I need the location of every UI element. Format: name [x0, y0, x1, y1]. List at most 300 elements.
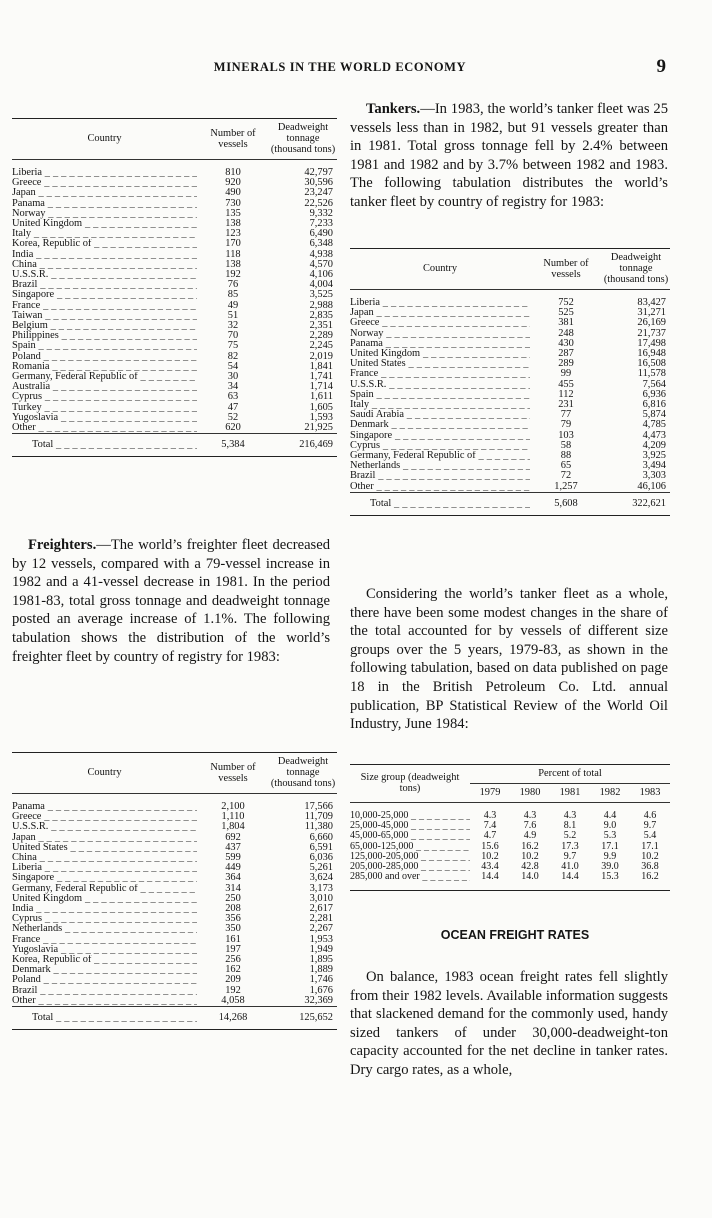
country-cell	[350, 349, 530, 359]
table-row	[12, 219, 337, 229]
table-row	[12, 301, 337, 311]
country-cell	[12, 884, 197, 894]
table-row	[350, 482, 670, 493]
country-cell	[12, 188, 197, 198]
country-name: France _ _ _	[12, 935, 197, 945]
size-group-label: 10,000-25,000 _ _ _	[350, 811, 470, 821]
country-cell	[350, 431, 530, 441]
table-row	[12, 843, 337, 853]
country-cell	[350, 410, 530, 420]
deadweight-cell: 16,508	[637, 359, 666, 370]
table-row	[12, 975, 337, 985]
country-name: Italy _ _ _	[12, 229, 197, 239]
country-name: Panama _ _ _	[12, 802, 197, 812]
tanker-fleet-table	[350, 248, 670, 516]
country-name: United Kingdom _ _ _	[350, 349, 530, 359]
percent-cell: 16.2	[641, 872, 659, 883]
vessels-cell: 70	[227, 331, 239, 342]
percent-header: Percent of total	[470, 765, 670, 784]
country-cell	[12, 833, 197, 843]
deadweight-cell: 23,247	[304, 188, 333, 199]
deadweight-cell: 7,564	[642, 379, 666, 390]
country-cell	[12, 362, 197, 372]
deadweight-cell: 26,169	[637, 318, 666, 329]
percent-cell: 7.6	[523, 821, 537, 832]
country-name: France _ _ _	[350, 369, 530, 379]
deadweight-cell: 6,591	[309, 842, 333, 853]
deadweight-cell: 6,036	[309, 853, 333, 864]
total-label-cell	[12, 1007, 197, 1030]
vessels-cell: 123	[225, 229, 241, 240]
size-group-cell	[350, 821, 470, 831]
deadweight-cell: 6,490	[309, 229, 333, 240]
size-group-cell	[350, 811, 470, 821]
country-name: Brazil _ _ _	[12, 986, 197, 996]
percent-cell: 43.4	[481, 862, 499, 873]
deadweight-cell: 46,106	[637, 481, 666, 492]
table-row	[12, 914, 337, 924]
vessels-cell: 250	[225, 893, 241, 904]
percent-cell: 15.3	[601, 872, 619, 883]
percent-cell: 17.1	[601, 841, 619, 852]
country-name: Turkey _ _ _	[12, 403, 197, 413]
deadweight-cell: 1,593	[309, 412, 333, 423]
total-vessels: 5,384	[221, 439, 245, 451]
deadweight-cell: 3,624	[309, 873, 333, 884]
column-header-country: Country	[422, 263, 458, 274]
table-bottom-rule	[350, 890, 670, 891]
country-cell	[12, 423, 197, 434]
year-header: 1979	[479, 787, 501, 798]
country-cell	[12, 321, 197, 331]
percent-cell: 4.9	[523, 831, 537, 842]
deadweight-cell: 2,351	[309, 321, 333, 332]
table-row	[350, 369, 670, 379]
percent-cell: 15.6	[481, 841, 499, 852]
total-label: Total _ _ _	[32, 439, 197, 450]
country-name: Philippines _ _ _	[12, 331, 197, 341]
vessels-cell: 79	[560, 420, 572, 431]
column-header-vessels: Number of vessels	[543, 257, 589, 280]
country-cell	[350, 390, 530, 400]
tankers-paragraph	[350, 100, 668, 212]
country-cell	[12, 301, 197, 311]
percent-cell: 4.3	[523, 811, 537, 821]
country-name: Norway _ _ _	[350, 329, 530, 339]
size-row	[350, 872, 670, 882]
table-row	[12, 894, 337, 904]
size-group-label: 125,000-205,000 _ _ _	[350, 852, 470, 862]
vessels-cell: 599	[225, 853, 241, 864]
table-row	[12, 955, 337, 965]
country-cell	[350, 359, 530, 369]
vessels-cell: 51	[227, 310, 239, 321]
table-row	[350, 431, 670, 441]
vessels-cell: 525	[558, 308, 574, 319]
table-row	[12, 935, 337, 945]
country-cell	[12, 403, 197, 413]
deadweight-cell: 32,369	[304, 995, 333, 1006]
country-cell	[350, 380, 530, 390]
deadweight-cell: 1,741	[309, 372, 333, 383]
column-header-country: Country	[87, 133, 122, 144]
country-name: China _ _ _	[12, 260, 197, 270]
country-name: Brazil _ _ _	[350, 471, 530, 481]
country-name: Panama _ _ _	[12, 199, 197, 209]
deadweight-cell: 1,714	[309, 382, 333, 393]
freighters-paragraph	[12, 536, 330, 666]
vessels-cell: 63	[227, 392, 239, 403]
table-row	[350, 400, 670, 410]
deadweight-cell: 4,570	[309, 259, 333, 270]
table-row	[12, 884, 337, 894]
total-vessels: 14,268	[218, 1012, 248, 1024]
country-cell	[12, 802, 197, 812]
percent-cell: 4.6	[643, 811, 657, 821]
vessels-cell: 52	[227, 412, 239, 423]
column-header-deadweight: Deadweight tonnage (thousand tons)	[270, 122, 336, 155]
table-row	[12, 239, 337, 249]
percent-cell: 4.3	[563, 811, 577, 821]
table-row	[12, 352, 337, 362]
table-row	[12, 802, 337, 812]
country-name: Japan _ _ _	[12, 833, 197, 843]
country-cell	[12, 239, 197, 249]
deadweight-cell: 11,709	[304, 812, 333, 823]
total-label-cell	[12, 434, 197, 457]
country-cell	[12, 914, 197, 924]
deadweight-cell: 5,261	[309, 863, 333, 874]
country-name: Denmark _ _ _	[350, 420, 530, 430]
table-row	[350, 471, 670, 481]
country-cell	[12, 955, 197, 965]
table-row	[12, 863, 337, 873]
country-cell	[12, 331, 197, 341]
vessels-cell: 30	[227, 372, 239, 383]
country-name: Other _ _ _	[12, 996, 197, 1006]
table-row	[350, 349, 670, 359]
table-row	[12, 986, 337, 996]
country-name: U.S.S.R. _ _ _	[12, 822, 197, 832]
vessels-cell: 65	[560, 461, 572, 472]
tankers-text: —In 1983, the world’s tanker fleet was 25 vessels less than in 1982, but 91 vessels greater than in 1981. Total gross tonnage fell by 2.4% between 1981 and 1982 and by 3.7% between 1982 and 1983. The following tabulation distributes the world’s tanker fleet by country of registry for 1983:	[350, 101, 668, 210]
country-name: United States _ _ _	[350, 359, 530, 369]
country-cell	[12, 352, 197, 362]
country-cell	[12, 904, 197, 914]
country-cell	[12, 178, 197, 188]
year-header: 1981	[559, 787, 581, 798]
vessels-cell: 752	[558, 298, 574, 308]
table-row	[350, 451, 670, 461]
table-row	[12, 280, 337, 290]
vessels-cell: 381	[558, 318, 574, 329]
table-row	[350, 308, 670, 318]
column-header-deadweight: Deadweight tonnage (thousand tons)	[603, 252, 669, 285]
size-group-label: 25,000-45,000 _ _ _	[350, 821, 470, 831]
country-name: Australia _ _ _	[12, 382, 197, 392]
size-group-header: Size group (deadweight tons)	[360, 772, 460, 794]
country-name: United Kingdom _ _ _	[12, 219, 197, 229]
deadweight-cell: 1,676	[309, 985, 333, 996]
country-name: Singapore _ _ _	[350, 431, 530, 441]
size-row	[350, 852, 670, 862]
country-name: Greece _ _ _	[12, 812, 197, 822]
vessels-cell: 192	[225, 270, 241, 281]
deadweight-cell: 6,660	[309, 832, 333, 843]
deadweight-cell: 16,948	[637, 349, 666, 360]
country-cell	[12, 311, 197, 321]
vessels-cell: 192	[225, 985, 241, 996]
table-row	[12, 392, 337, 402]
table-row	[12, 250, 337, 260]
vessels-cell: 620	[225, 423, 241, 434]
country-cell	[12, 935, 197, 945]
country-name: Netherlands _ _ _	[12, 924, 197, 934]
country-cell	[350, 451, 530, 461]
deadweight-cell: 4,473	[642, 430, 666, 441]
country-cell	[12, 822, 197, 832]
vessels-cell: 138	[225, 259, 241, 270]
country-name: India _ _ _	[12, 250, 197, 260]
country-cell	[12, 280, 197, 290]
percent-cell: 10.2	[641, 851, 659, 862]
table-row	[12, 209, 337, 219]
country-cell	[12, 863, 197, 873]
vessels-cell: 77	[560, 410, 572, 421]
table-row	[350, 298, 670, 308]
vessels-cell: 4,058	[221, 995, 245, 1006]
vessels-cell: 287	[558, 349, 574, 360]
country-name: Norway _ _ _	[12, 209, 197, 219]
vessels-cell: 730	[225, 198, 241, 209]
vessels-cell: 197	[225, 944, 241, 955]
vessels-cell: 356	[225, 914, 241, 925]
column-header-vessels: Number of vessels	[210, 127, 256, 150]
vessels-cell: 34	[227, 382, 239, 393]
vessels-cell: 88	[560, 451, 572, 462]
total-deadweight: 322,621	[632, 497, 666, 509]
country-name: Yugoslavia _ _ _	[12, 413, 197, 423]
deadweight-cell: 17,566	[304, 802, 333, 812]
country-name: Taiwan _ _ _	[12, 311, 197, 321]
percent-cell: 7.4	[483, 821, 497, 832]
country-cell	[12, 270, 197, 280]
vessels-cell: 455	[558, 379, 574, 390]
vessels-cell: 1,804	[221, 822, 245, 833]
deadweight-cell: 3,925	[642, 451, 666, 462]
page-header	[0, 58, 712, 80]
table-row	[350, 318, 670, 328]
total-row	[350, 492, 670, 515]
deadweight-cell: 1,605	[309, 402, 333, 413]
size-group-cell	[350, 852, 470, 862]
deadweight-cell: 6,348	[309, 239, 333, 250]
vessels-cell: 112	[558, 389, 574, 400]
table-row	[12, 331, 337, 341]
country-cell	[350, 420, 530, 430]
country-name: Poland _ _ _	[12, 352, 197, 362]
total-vessels: 5,608	[554, 497, 578, 509]
country-cell	[12, 843, 197, 853]
table-row	[350, 461, 670, 471]
percent-cell: 4.7	[483, 831, 497, 842]
percent-cell: 4.3	[483, 811, 497, 821]
total-label: Total _ _ _	[370, 498, 530, 509]
table-row	[12, 853, 337, 863]
country-name: Yugoslavia _ _ _	[12, 945, 197, 955]
deadweight-cell: 6,816	[642, 400, 666, 411]
deadweight-cell: 17,498	[637, 338, 666, 349]
country-cell	[350, 400, 530, 410]
deadweight-cell: 21,925	[304, 423, 333, 434]
country-name: Cyprus _ _ _	[350, 441, 530, 451]
deadweight-cell: 4,004	[309, 280, 333, 291]
total-row	[12, 434, 337, 457]
deadweight-cell: 22,526	[304, 198, 333, 209]
country-name: United Kingdom _ _ _	[12, 894, 197, 904]
country-cell	[350, 298, 530, 308]
vessels-cell: 47	[227, 402, 239, 413]
deadweight-cell: 5,874	[642, 410, 666, 421]
ocean-freight-paragraph: On balance, 1983 ocean freight rates fell slightly from their 1982 levels. Available information suggests that slackened demand for the commonly used, handy sized tankers of under 30,000-deadweight-ton capacity accounted for the net decline in tanker rates. Dry cargo rates, as a whole,	[350, 969, 668, 1078]
country-name: Japan _ _ _	[12, 188, 197, 198]
country-name: Cyprus _ _ _	[12, 914, 197, 924]
country-cell	[350, 471, 530, 481]
country-name: United States _ _ _	[12, 843, 197, 853]
size-group-cell	[350, 831, 470, 841]
table-row	[12, 178, 337, 188]
country-cell	[12, 996, 197, 1007]
deadweight-cell: 1,746	[309, 975, 333, 986]
table-row	[12, 403, 337, 413]
percent-cell: 17.3	[561, 841, 579, 852]
table-row	[12, 372, 337, 382]
table-row	[12, 413, 337, 423]
size-group-label: 65,000-125,000 _ _ _	[350, 842, 470, 852]
country-name: Brazil _ _ _	[12, 280, 197, 290]
country-name: India _ _ _	[12, 904, 197, 914]
vessels-cell: 85	[227, 290, 239, 301]
deadweight-cell: 2,617	[309, 904, 333, 915]
deadweight-cell: 2,988	[309, 300, 333, 311]
size-group-label: 45,000-65,000 _ _ _	[350, 831, 470, 841]
table-row	[350, 390, 670, 400]
table-row	[350, 410, 670, 420]
deadweight-cell: 3,010	[309, 893, 333, 904]
country-name: U.S.S.R. _ _ _	[350, 380, 530, 390]
vessels-cell: 118	[225, 249, 241, 260]
vessels-cell: 170	[225, 239, 241, 250]
deadweight-cell: 2,281	[309, 914, 333, 925]
country-cell	[350, 369, 530, 379]
deadweight-cell: 11,578	[637, 369, 666, 380]
table-row	[12, 833, 337, 843]
size-row	[350, 821, 670, 831]
column-header-vessels: Number of vessels	[210, 761, 256, 784]
percent-cell: 42.8	[521, 862, 539, 873]
percent-cell: 9.7	[563, 851, 577, 862]
size-group-cell	[350, 862, 470, 872]
size-group-table	[350, 764, 670, 891]
table-row	[12, 873, 337, 883]
deadweight-cell: 1,611	[310, 392, 333, 403]
deadweight-cell: 4,106	[309, 270, 333, 281]
country-cell	[12, 945, 197, 955]
total-deadweight: 125,652	[299, 1012, 333, 1024]
freighter-fleet-table	[12, 752, 337, 1030]
vessels-cell: 138	[225, 219, 241, 230]
country-name: Germany, Federal Republic of _ _ _	[350, 451, 530, 461]
vessels-cell: 54	[227, 361, 239, 372]
deadweight-cell: 30,596	[304, 178, 333, 189]
table-row	[12, 822, 337, 832]
table-row	[12, 270, 337, 280]
table-row	[12, 904, 337, 914]
percent-cell: 9.0	[603, 821, 617, 832]
vessels-cell: 208	[225, 904, 241, 915]
deadweight-cell: 9,332	[309, 208, 333, 219]
percent-cell: 17.1	[641, 841, 659, 852]
size-group-cell	[350, 842, 470, 852]
percent-cell: 9.7	[643, 821, 657, 832]
country-name: Saudi Arabia _ _ _	[350, 410, 530, 420]
vessels-cell: 99	[560, 369, 572, 380]
country-cell	[350, 482, 530, 493]
percent-cell: 5.4	[643, 831, 657, 842]
total-deadweight: 216,469	[299, 439, 333, 451]
country-name: Panama _ _ _	[350, 339, 530, 349]
vessels-cell: 256	[225, 955, 241, 966]
size-row	[350, 811, 670, 821]
vessels-cell: 135	[225, 208, 241, 219]
country-cell	[12, 219, 197, 229]
percent-cell: 39.0	[601, 862, 619, 873]
deadweight-cell: 1,949	[309, 944, 333, 955]
country-name: France _ _ _	[12, 301, 197, 311]
tankers-lead: Tankers.	[366, 101, 421, 117]
country-name: Belgium _ _ _	[12, 321, 197, 331]
deadweight-cell: 3,494	[642, 461, 666, 472]
percent-cell: 14.0	[521, 872, 539, 883]
deadweight-cell: 2,019	[309, 351, 333, 362]
country-cell	[350, 308, 530, 318]
vessels-cell: 161	[225, 934, 241, 945]
page-number: 9	[656, 56, 666, 77]
country-name: Netherlands _ _ _	[350, 461, 530, 471]
deadweight-cell: 4,209	[642, 440, 666, 451]
country-cell	[12, 250, 197, 260]
deadweight-cell: 21,737	[637, 328, 666, 339]
table-row	[12, 423, 337, 434]
table-row	[12, 924, 337, 934]
country-name: Denmark _ _ _	[12, 965, 197, 975]
total-row	[12, 1007, 337, 1030]
table-bottom-rule	[350, 515, 670, 516]
country-name: Germany, Federal Republic of _ _ _	[12, 372, 197, 382]
country-cell	[12, 341, 197, 351]
country-name: Korea, Republic of _ _ _	[12, 955, 197, 965]
country-cell	[12, 372, 197, 382]
vessels-cell: 49	[227, 300, 239, 311]
table-row	[12, 321, 337, 331]
country-name: Liberia _ _ _	[12, 168, 197, 178]
country-cell	[12, 812, 197, 822]
country-cell	[350, 441, 530, 451]
deadweight-cell: 1,889	[309, 965, 333, 976]
vessels-cell: 810	[225, 168, 241, 178]
table-row	[350, 441, 670, 451]
deadweight-cell: 7,233	[309, 219, 333, 230]
